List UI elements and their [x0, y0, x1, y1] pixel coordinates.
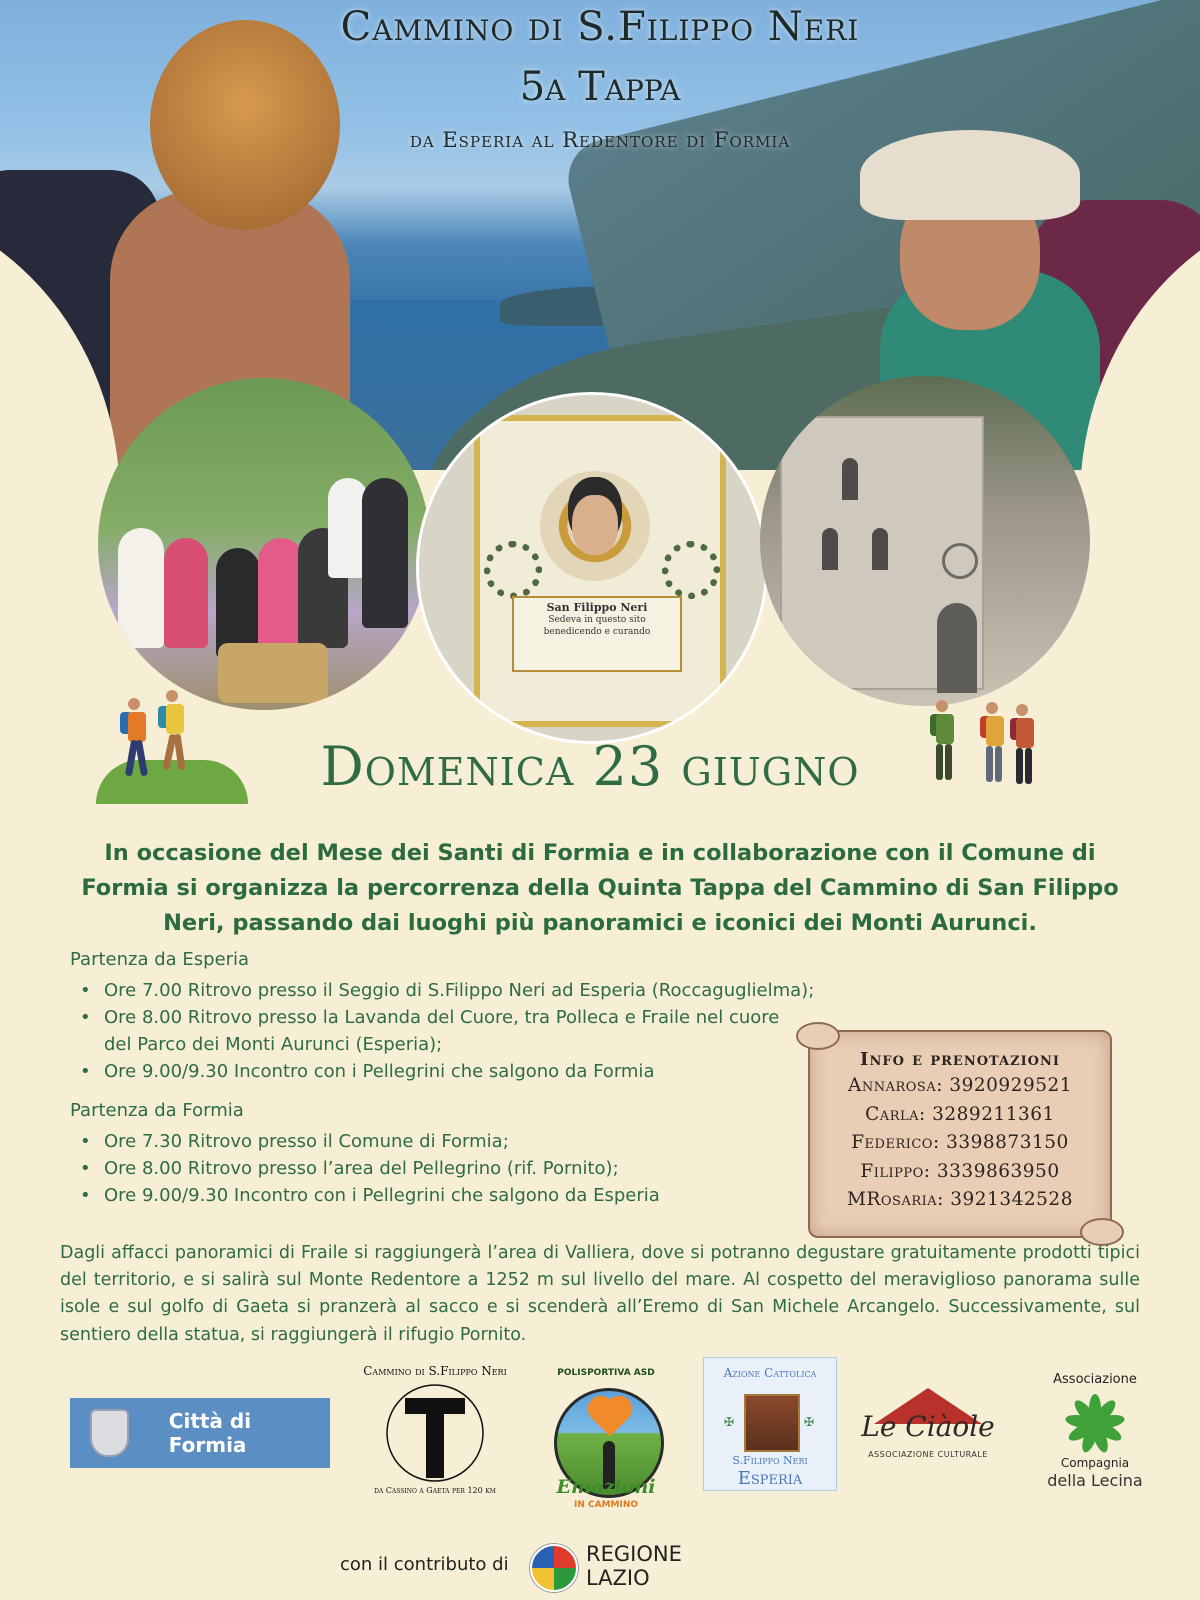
hikers-illustration-left: [118, 690, 198, 790]
contact-mrosaria: MRosaria: 3921342528: [847, 1189, 1073, 1210]
info-heading: Info e prenotazioni: [860, 1049, 1060, 1070]
heart-icon: [592, 1400, 629, 1437]
regione-lazio-name: REGIONE LAZIO: [586, 1542, 682, 1590]
poster-title: Cammino di S.Filippo Neri: [340, 4, 860, 50]
schedule-item: • Ore 7.30 Ritrovo presso il Comune di Formia;: [104, 1128, 770, 1155]
contact-carla: Carla: 3289211361: [865, 1103, 1055, 1125]
logo-citta-di-formia: Città di Formia: [70, 1398, 330, 1468]
photo-group-hikers: [98, 378, 430, 710]
regione-lazio-emblem-icon: [530, 1544, 578, 1592]
intro-text: In occasione del Mese dei Santi di Formia e in collaborazione con il Comune di Formia si organizza la percorrenza della Quinta Tappa del Cammino di San Filippo Neri, passando dai luoghi più panoramici e iconici dei Monti Aurunci.: [81, 840, 1119, 936]
hikers-illustration-right: [930, 700, 1050, 800]
description-text: Dagli affacci panoramici di Fraile si raggiungerà l’area di Valliera, dove si potranno degustare gratuitamente prodotti tipici del territorio, e si salirà sul Monte Redentore a 1252 m sul livello del mare. Al cospetto del meraviglioso panorama sulle isole e sul golfo di Gaeta si pranzerà al sacco e si scenderà all’Eremo di San Michele Arcangelo. Successivamente, sul sentiero della statua, si raggiungerà il rifugio Pornito.: [60, 1243, 1140, 1345]
schedule-item: • Ore 7.00 Ritrovo presso il Seggio di S.Filippo Neri ad Esperia (Roccaguglielma);: [104, 977, 1060, 1004]
leaf-rosette-icon: [1063, 1392, 1127, 1456]
formia-crest-icon: [90, 1409, 129, 1457]
tau-cross-icon: [405, 1398, 465, 1468]
logo-cammino-san-filippo: Cammino di S.Filippo Neri da Cassino a Gaeta per 120 km: [360, 1358, 510, 1508]
contact-filippo: Filippo: 3339863950: [860, 1160, 1060, 1182]
departure-formia: [70, 1098, 770, 1209]
photo-hermitage-church: [760, 376, 1090, 706]
logo-le-ciaole: Le Ciàole ASSOCIAZIONE CULTURALE: [858, 1388, 998, 1468]
majolica-panel: [474, 415, 726, 727]
schedule-item: • Ore 9.00/9.30 Incontro con i Pellegrini che salgono da Esperia: [104, 1182, 770, 1209]
cross-icon: ✠: [804, 1415, 815, 1429]
saint-image: [744, 1394, 800, 1452]
schedule-item: • Ore 9.00/9.30 Incontro con i Pellegrini che salgono da Formia: [104, 1058, 1060, 1085]
info-scroll: [808, 1030, 1112, 1238]
contact-annarosa: Annarosa: 3920929521: [847, 1075, 1073, 1096]
logo-emozioni-in-cammino: POLISPORTIVA ASD Emozioni IN CAMMINO: [544, 1368, 668, 1508]
event-date: Domenica 23 giugno: [320, 735, 860, 798]
church-facade: [780, 416, 984, 690]
photo-majolica-tile: [416, 392, 768, 744]
departure-heading: Partenza da Formia: [70, 1100, 244, 1121]
poster-stage: 5a Tappa: [519, 64, 681, 110]
logo-azione-cattolica: Azione Cattolica ✠ ✠ S.Filippo Neri Esperia: [703, 1357, 837, 1491]
inscription-plate: San Filippo Neri Sedeva in questo sito benedicendo e curando: [512, 596, 682, 672]
cross-icon: ✠: [724, 1415, 735, 1429]
contribution-note: con il contributo di: [340, 1554, 509, 1575]
saint-portrait: [540, 471, 650, 581]
schedule-item: • Ore 8.00 Ritrovo presso l’area del Pellegrino (rif. Pornito);: [104, 1155, 770, 1182]
schedule-item: • Ore 8.00 Ritrovo presso la Lavanda del Cuore, tra Polleca e Fraile nel cuore del Parco dei Monti Aurunci (Esperia);: [104, 1004, 1060, 1058]
poster-subtitle: da Esperia al Redentore di Formia: [409, 128, 791, 152]
departure-heading: Partenza da Esperia: [70, 949, 250, 970]
contact-federico: Federico: 3398873150: [851, 1132, 1069, 1153]
logo-compagnia-della-lecina: Associazione Compagnia della Lecina: [1047, 1372, 1143, 1490]
